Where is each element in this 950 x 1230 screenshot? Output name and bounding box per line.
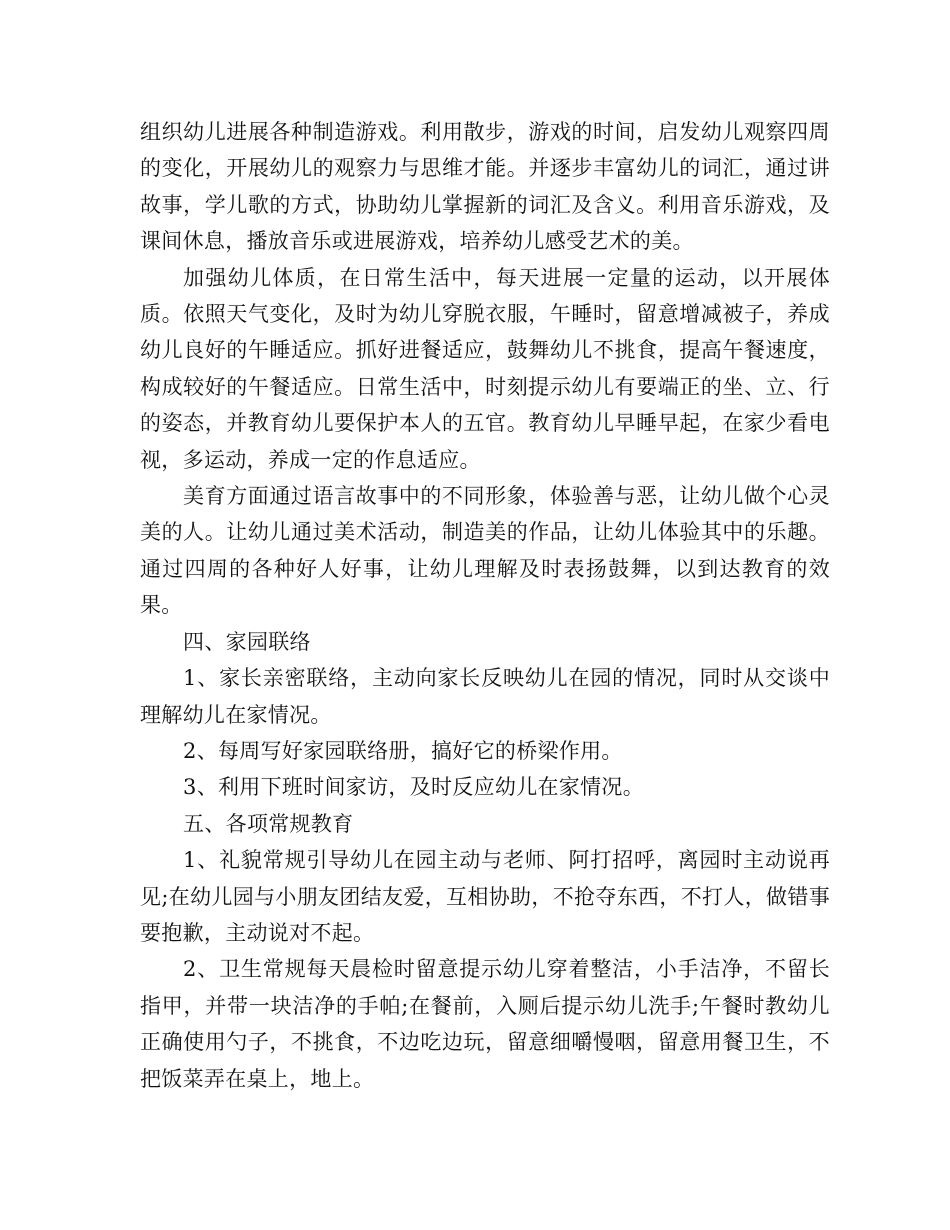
paragraph-creative-play: 组织幼儿进展各种制造游戏。利用散步，游戏的时间，启发幼儿观察四周的变化，开展幼儿的观察力与思维才能。并逐步丰富幼儿的词汇，通过讲故事，学儿歌的方式，协助幼儿掌握新的词汇及含义。利用音乐游戏，及课间休息，播放音乐或进展游戏，培养幼儿感受艺术的美。 bbox=[140, 120, 830, 254]
list-item-hygiene-routine: 2、卫生常规每天晨检时留意提示幼儿穿着整洁，小手洁净，不留长指甲，并带一块洁净的手帕;在餐前，入厕后提示幼儿洗手;午餐时教幼儿正确使用勺子，不挑食，不边吃边玩，留意细嚼慢咽，留意用餐卫生，不把饭菜弄在桌上，地上。 bbox=[140, 957, 830, 1091]
section-heading-routine-education: 五、各项常规教育 bbox=[183, 811, 354, 836]
list-item-courtesy-routine: 1、礼貌常规引导幼儿在园主动与老师、阿打招呼，离园时主动说再见;在幼儿园与小朋友团结友爱，互相协助，不抢夺东西，不打人，做错事要抱歉，主动说对不起。 bbox=[140, 848, 830, 945]
section-heading-home-school: 四、家园联络 bbox=[183, 629, 311, 654]
list-item-parent-contact: 1、家长亲密联络，主动向家长反映幼儿在园的情况，同时从交谈中理解幼儿在家情况。 bbox=[140, 666, 830, 727]
paragraph-physical-health: 加强幼儿体质，在日常生活中，每天进展一定量的运动，以开展体质。依照天气变化，及时为幼儿穿脱衣服，午睡时，留意增减被子，养成幼儿良好的午睡适应。抓好进餐适应，鼓舞幼儿不挑食，提高午餐速度，构成较好的午餐适应。日常生活中，时刻提示幼儿有要端正的坐、立、行的姿态，并教育幼儿要保护本人的五官。教育幼儿早睡早起，在家少看电视，多运动，养成一定的作息适应。 bbox=[140, 265, 830, 472]
list-item-home-visit: 3、利用下班时间家访，及时反应幼儿在家情况。 bbox=[183, 775, 645, 800]
document-page bbox=[140, 114, 830, 1097]
paragraph-aesthetic-education: 美育方面通过语言故事中的不同形象，体验善与恶，让幼儿做个心灵美的人。让幼儿通过美术活动，制造美的作品，让幼儿体验其中的乐趣。通过四周的各种好人好事，让幼儿理解及时表扬鼓舞，以到达教育的效果。 bbox=[140, 484, 830, 618]
list-item-contact-booklet: 2、每周写好家园联络册，搞好它的桥梁作用。 bbox=[183, 738, 623, 763]
